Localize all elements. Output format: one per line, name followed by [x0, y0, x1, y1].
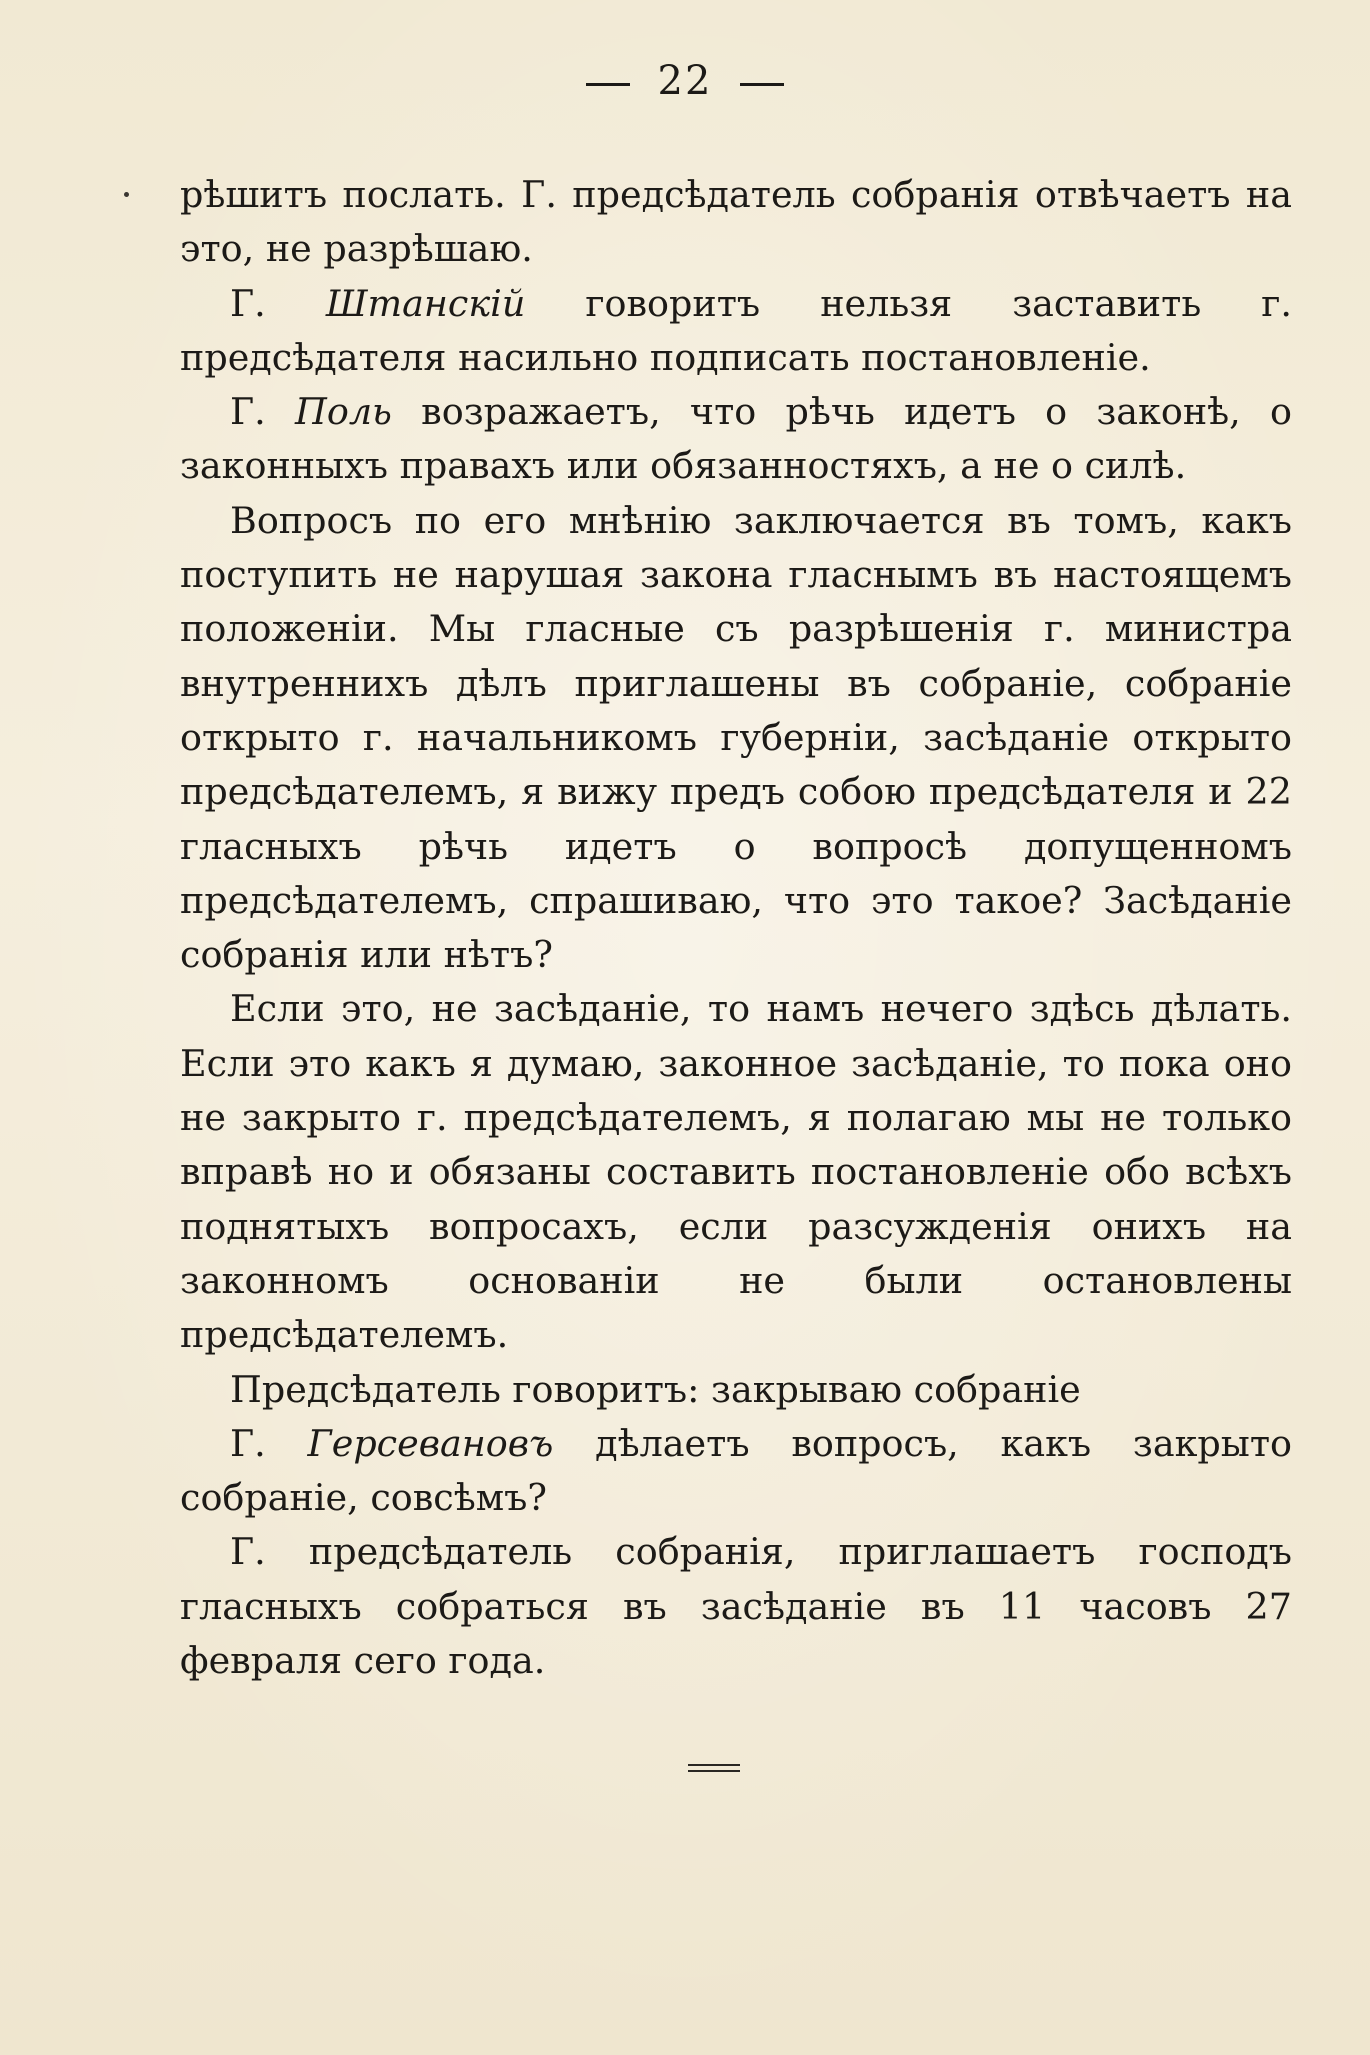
right-dash: [740, 83, 784, 86]
closing-rule-second: [688, 1770, 740, 1772]
paragraph-text: рѣшитъ послать. Г. предсѣдатель собранія отвѣчаетъ на это, не разрѣшаю.: [180, 173, 1292, 271]
paragraph: [180, 1363, 1292, 1417]
paragraph: [180, 1417, 1292, 1526]
paragraph-text: Вопросъ по его мнѣнію заключается въ томъ, какъ поступить не нарушая закона гласнымъ въ настоящемъ положеніи. Мы гласные съ разрѣшенія г. министра внутреннихъ дѣлъ приглашены въ собраніе, собраніе открыто г. начальникомъ губерніи, засѣданіе открыто предсѣдателемъ, я вижу предъ собою предсѣдателя и 22 гласныхъ рѣчь идетъ о вопросѣ допущенномъ предсѣдателемъ, спрашиваю, что это такое? Засѣданіе собранія или нѣтъ?: [180, 498, 1292, 977]
speaker-name: Герсевановъ: [307, 1421, 554, 1465]
page-number: 22: [657, 58, 713, 104]
paragraph: [180, 494, 1292, 983]
ink-speck: [124, 192, 129, 197]
paragraph: [180, 1525, 1292, 1688]
speaker-name: Поль: [295, 390, 392, 434]
left-dash: [586, 83, 630, 86]
paragraph: [180, 277, 1292, 386]
paragraph-text: Предсѣдатель говоритъ: закрываю собраніе: [230, 1367, 1081, 1411]
paragraph-text: Г. предсѣдатель собранія, приглашаетъ господъ гласныхъ собраться въ засѣданіе въ 11 часовъ 27 февраля сего года.: [180, 1530, 1292, 1683]
paragraph-text: возражаетъ, что рѣчь идетъ о законѣ, о законныхъ правахъ или обязанностяхъ, а не о силѣ.: [180, 390, 1292, 488]
paragraph-text: Г.: [230, 281, 326, 325]
paragraph: [180, 385, 1292, 494]
paragraph-text: говоритъ нельзя заставить г. предсѣдателя насильно подписать постановленіе.: [180, 281, 1292, 379]
paragraph-text: дѣлаетъ вопросъ, какъ закрыто собраніе, совсѣмъ?: [180, 1421, 1292, 1520]
paragraph: [180, 982, 1292, 1362]
paragraph-text: Г.: [230, 1421, 308, 1465]
paragraph: [180, 168, 1292, 277]
page-number-header: [0, 58, 1370, 104]
paragraph-text: Г.: [230, 390, 296, 434]
body-text: [180, 168, 1292, 1688]
speaker-name: Штанскій: [325, 281, 526, 325]
closing-rule: [688, 1764, 740, 1766]
paragraph-text: Если это, не засѣданіе, то намъ нечего здѣсь дѣлать. Если это какъ я думаю, законное засѣданіе, то пока оно не закрыто г. предсѣдателемъ, я полагаю мы не только вправѣ но и обязаны составить постановленіе обо всѣхъ поднятыхъ вопросахъ, если разсужденія онихъ на законномъ основаніи не были остановлены предсѣдателемъ.: [180, 987, 1292, 1357]
